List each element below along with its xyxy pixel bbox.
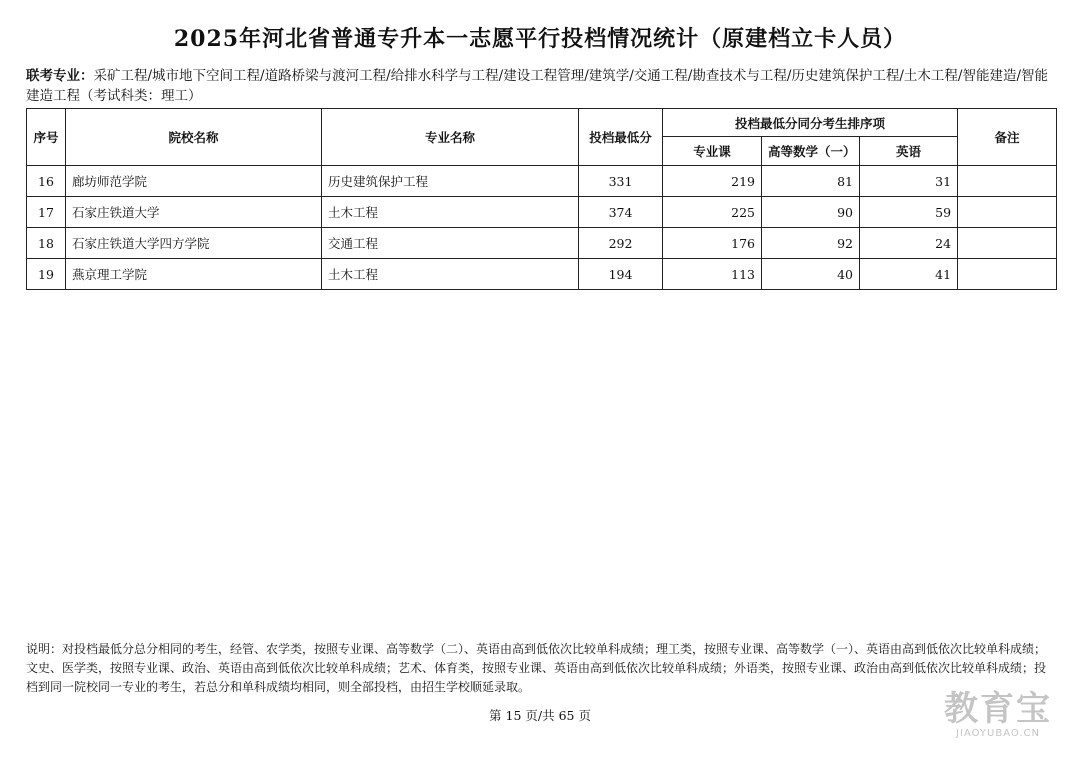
cell-min-score: 292 bbox=[579, 228, 663, 259]
cell-math: 92 bbox=[762, 228, 860, 259]
explanation-note: 说明：对投档最低分总分相同的考生，经管、农学类，按照专业课、高等数学（二）、英语由高到低依次比较单科成绩；理工类，按照专业课、高等数学（一）、英语由高到低依次比较单科成绩；文史、医学类，按照专业课、政治、英语由高到低依次比较单科成绩；艺术、体育类，按照专业课、英语由高到低依次比较单科成绩；外语类，按照专业课、政治由高到低依次比较单科成绩；投档到同一院校同一专业的考生，若总分和单科成绩均相同，则全部投档，由招生学校顺延录取。 bbox=[26, 642, 1047, 694]
cell-math: 40 bbox=[762, 259, 860, 290]
cell-remark bbox=[958, 197, 1057, 228]
exam-majors-list: 采矿工程/城市地下空间工程/道路桥梁与渡河工程/给排水科学与工程/建设工程管理/建筑学/交通工程/勘查技术与工程/历史建筑保护工程/土木工程/智能建造/智能建造工程（考试科类：理工） bbox=[26, 68, 1049, 104]
cell-remark bbox=[958, 166, 1057, 197]
cell-english: 59 bbox=[860, 197, 958, 228]
cell-min-score: 331 bbox=[579, 166, 663, 197]
cell-school: 石家庄铁道大学四方学院 bbox=[66, 228, 322, 259]
cell-english: 31 bbox=[860, 166, 958, 197]
cell-major-course: 219 bbox=[663, 166, 762, 197]
cell-seq: 17 bbox=[27, 197, 66, 228]
cell-major-course: 225 bbox=[663, 197, 762, 228]
cell-major-course: 113 bbox=[663, 259, 762, 290]
cell-major: 交通工程 bbox=[322, 228, 579, 259]
watermark-text: 教育宝 bbox=[944, 689, 1052, 729]
header-math: 高等数学（一） bbox=[762, 137, 860, 166]
header-tiebreak-group: 投档最低分同分考生排序项 bbox=[663, 109, 958, 137]
cell-major: 历史建筑保护工程 bbox=[322, 166, 579, 197]
cell-major-course: 176 bbox=[663, 228, 762, 259]
table-row bbox=[27, 259, 1057, 290]
table-row bbox=[27, 166, 1057, 197]
cell-min-score: 194 bbox=[579, 259, 663, 290]
header-school: 院校名称 bbox=[66, 109, 322, 166]
cell-major: 土木工程 bbox=[322, 259, 579, 290]
header-english: 英语 bbox=[860, 137, 958, 166]
watermark-url: JIAOYUBAO.CN bbox=[956, 728, 1040, 739]
cell-school: 燕京理工学院 bbox=[66, 259, 322, 290]
document-title: 2025年河北省普通专升本一志愿平行投档情况统计（原建档立卡人员） bbox=[173, 26, 907, 52]
admission-table bbox=[26, 108, 1057, 290]
cell-seq: 18 bbox=[27, 228, 66, 259]
watermark-logo bbox=[938, 690, 1058, 739]
header-min-score: 投档最低分 bbox=[579, 109, 663, 166]
cell-english: 41 bbox=[860, 259, 958, 290]
cell-english: 24 bbox=[860, 228, 958, 259]
cell-seq: 16 bbox=[27, 166, 66, 197]
cell-major: 土木工程 bbox=[322, 197, 579, 228]
cell-seq: 19 bbox=[27, 259, 66, 290]
table-row bbox=[27, 228, 1057, 259]
cell-remark bbox=[958, 259, 1057, 290]
header-major-course: 专业课 bbox=[663, 137, 762, 166]
exam-majors bbox=[26, 66, 1056, 106]
table-row bbox=[27, 197, 1057, 228]
cell-remark bbox=[958, 228, 1057, 259]
cell-school: 廊坊师范学院 bbox=[66, 166, 322, 197]
cell-school: 石家庄铁道大学 bbox=[66, 197, 322, 228]
cell-math: 90 bbox=[762, 197, 860, 228]
exam-majors-label: 联考专业： bbox=[26, 68, 94, 84]
header-major: 专业名称 bbox=[322, 109, 579, 166]
cell-min-score: 374 bbox=[579, 197, 663, 228]
header-seq: 序号 bbox=[27, 109, 66, 166]
page-number: 第 15 页/共 65 页 bbox=[489, 708, 591, 723]
cell-math: 81 bbox=[762, 166, 860, 197]
header-remark: 备注 bbox=[958, 109, 1057, 166]
